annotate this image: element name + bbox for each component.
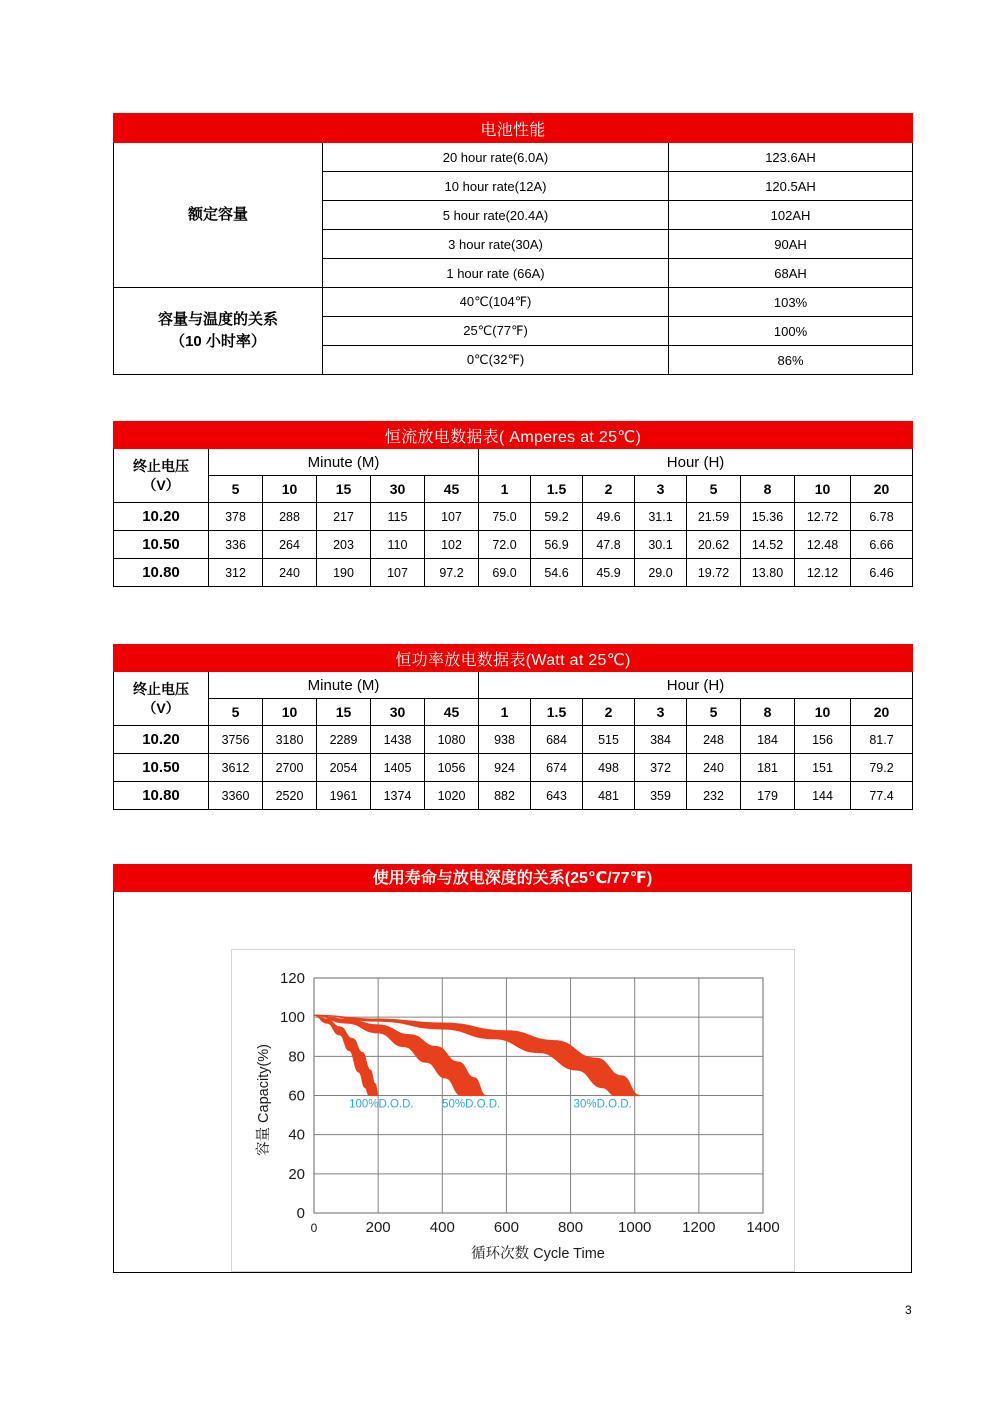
data-cell: 14.52: [741, 531, 795, 559]
minute-tick: 30: [371, 699, 425, 726]
data-cell: 372: [635, 754, 687, 782]
group-minute-header: Minute (M): [209, 449, 479, 476]
power-table-title: 恒功率放电数据表(Watt at 25℃): [114, 645, 913, 672]
table-row: [114, 782, 913, 810]
data-cell: 115: [371, 503, 425, 531]
y-tick-labels: [280, 970, 305, 1222]
data-cell: 6.66: [851, 531, 913, 559]
data-cell: 248: [687, 726, 741, 754]
voltage-cell: 10.20: [114, 503, 209, 531]
data-cell: 13.80: [741, 559, 795, 587]
condition-cell: 10 hour rate(12A): [323, 172, 669, 201]
data-cell: 515: [583, 726, 635, 754]
data-cell: 232: [687, 782, 741, 810]
capacity-temperature-label-line1: 容量与温度的关系: [157, 311, 278, 329]
x-tick-label: 0: [310, 1221, 318, 1235]
data-cell: 6.78: [851, 503, 913, 531]
table-row: [114, 726, 913, 754]
termination-voltage-line2: （V）: [142, 699, 180, 716]
data-cell: 184: [741, 726, 795, 754]
data-cell: 56.9: [531, 531, 583, 559]
data-cell: 203: [317, 531, 371, 559]
x-tick-label: 600: [493, 1219, 519, 1236]
value-cell: 102AH: [669, 201, 913, 230]
y-tick-label: 60: [288, 1087, 305, 1105]
data-cell: 12.12: [795, 559, 851, 587]
constant-current-discharge-table: [113, 421, 913, 587]
page-number: 3: [905, 1303, 912, 1317]
chart-annotations: [349, 1098, 632, 1110]
dod-annotation: 30%D.O.D.: [573, 1098, 632, 1111]
data-cell: 107: [425, 503, 479, 531]
data-cell: 102: [425, 531, 479, 559]
hour-tick: 10: [795, 476, 851, 503]
rated-capacity-label: 额定容量: [114, 143, 323, 288]
data-cell: 45.9: [583, 559, 635, 587]
data-cell: 21.59: [687, 503, 741, 531]
data-cell: 240: [687, 754, 741, 782]
data-cell: 498: [583, 754, 635, 782]
data-cell: 30.1: [635, 531, 687, 559]
table-row: [114, 503, 913, 531]
table-row: [114, 754, 913, 782]
x-tick-label: 800: [558, 1219, 584, 1236]
data-cell: 181: [741, 754, 795, 782]
chart-frame: [231, 949, 795, 1272]
data-cell: 1438: [371, 726, 425, 754]
x-tick-label: 1200: [682, 1219, 716, 1236]
data-cell: 3756: [209, 726, 263, 754]
constant-power-discharge-table: [113, 644, 913, 810]
data-cell: 179: [741, 782, 795, 810]
data-cell: 144: [795, 782, 851, 810]
table-row: [114, 476, 913, 503]
value-cell: 103%: [669, 288, 913, 317]
data-cell: 110: [371, 531, 425, 559]
table-row: [114, 143, 913, 172]
data-cell: 3612: [209, 754, 263, 782]
termination-voltage-line2: （V）: [142, 476, 180, 493]
data-cell: 336: [209, 531, 263, 559]
y-tick-label: 0: [296, 1205, 305, 1222]
data-cell: 77.4: [851, 782, 913, 810]
performance-table-title: 电池性能: [114, 114, 913, 143]
hour-tick: 1: [479, 699, 531, 726]
data-cell: 674: [531, 754, 583, 782]
dod-annotation: 100%D.O.D.: [349, 1098, 414, 1111]
x-tick-label: 1000: [618, 1219, 652, 1236]
condition-cell: 5 hour rate(20.4A): [323, 201, 669, 230]
hour-tick: 2: [583, 476, 635, 503]
minute-tick: 5: [209, 476, 263, 503]
minute-tick: 15: [317, 699, 371, 726]
data-cell: 31.1: [635, 503, 687, 531]
data-cell: 1405: [371, 754, 425, 782]
battery-performance-table: [113, 113, 913, 375]
minute-tick: 5: [209, 699, 263, 726]
cycle-life-title: 使用寿命与放电深度的关系(25℃/77℉): [113, 864, 912, 892]
table-row: [114, 645, 913, 672]
termination-voltage-line1: 终止电压: [133, 457, 189, 474]
data-cell: 12.48: [795, 531, 851, 559]
data-cell: 15.36: [741, 503, 795, 531]
data-cell: 384: [635, 726, 687, 754]
current-table-title: 恒流放电数据表( Amperes at 25℃): [114, 422, 913, 449]
hour-tick: 2: [583, 699, 635, 726]
data-cell: 156: [795, 726, 851, 754]
data-cell: 2054: [317, 754, 371, 782]
data-cell: 1020: [425, 782, 479, 810]
data-cell: 264: [263, 531, 317, 559]
group-hour-header: Hour (H): [479, 449, 913, 476]
hour-tick: 8: [741, 476, 795, 503]
termination-voltage-line1: 终止电压: [133, 680, 189, 697]
condition-cell: 40℃(104℉): [323, 288, 669, 317]
data-cell: 97.2: [425, 559, 479, 587]
x-tick-label: 200: [365, 1219, 391, 1236]
data-cell: 49.6: [583, 503, 635, 531]
y-tick-label: 20: [288, 1165, 305, 1183]
capacity-temperature-label-line2: （10 小时率）: [170, 333, 266, 350]
x-tick-label: 400: [429, 1219, 455, 1236]
data-cell: 1056: [425, 754, 479, 782]
table-row: [114, 559, 913, 587]
data-cell: 2289: [317, 726, 371, 754]
x-tick-labels: [311, 1219, 780, 1236]
data-cell: 288: [263, 503, 317, 531]
data-cell: 81.7: [851, 726, 913, 754]
data-cell: 79.2: [851, 754, 913, 782]
data-cell: 240: [263, 559, 317, 587]
minute-tick: 10: [263, 476, 317, 503]
y-tick-label: 40: [288, 1126, 305, 1144]
data-cell: 3360: [209, 782, 263, 810]
hour-tick: 5: [687, 476, 741, 503]
data-cell: 684: [531, 726, 583, 754]
voltage-cell: 10.80: [114, 782, 209, 810]
table-row: [114, 422, 913, 449]
voltage-cell: 10.80: [114, 559, 209, 587]
voltage-cell: 10.20: [114, 726, 209, 754]
dod-annotation: 50%D.O.D.: [442, 1098, 501, 1111]
hour-tick: 10: [795, 699, 851, 726]
data-cell: 59.2: [531, 503, 583, 531]
hour-tick: 20: [851, 476, 913, 503]
hour-tick: 8: [741, 699, 795, 726]
data-cell: 47.8: [583, 531, 635, 559]
data-cell: 151: [795, 754, 851, 782]
table-row: [114, 449, 913, 476]
hour-tick: 3: [635, 476, 687, 503]
value-cell: 86%: [669, 346, 913, 375]
y-tick-label: 120: [279, 970, 305, 987]
data-cell: 2700: [263, 754, 317, 782]
y-tick-label: 100: [279, 1009, 305, 1027]
data-cell: 107: [371, 559, 425, 587]
hour-tick: 5: [687, 699, 741, 726]
data-cell: 217: [317, 503, 371, 531]
data-cell: 882: [479, 782, 531, 810]
voltage-cell: 10.50: [114, 754, 209, 782]
hour-tick: 1.5: [531, 476, 583, 503]
table-row: [114, 531, 913, 559]
capacity-temperature-label: [114, 288, 323, 375]
minute-tick: 45: [425, 699, 479, 726]
table-row: [114, 672, 913, 699]
data-cell: 1374: [371, 782, 425, 810]
minute-tick: 30: [371, 476, 425, 503]
data-cell: 12.72: [795, 503, 851, 531]
value-cell: 120.5AH: [669, 172, 913, 201]
data-cell: 2520: [263, 782, 317, 810]
condition-cell: 1 hour rate (66A): [323, 259, 669, 288]
value-cell: 100%: [669, 317, 913, 346]
data-cell: 3180: [263, 726, 317, 754]
data-cell: 1961: [317, 782, 371, 810]
data-cell: 1080: [425, 726, 479, 754]
x-axis-title: 循环次数 Cycle Time: [471, 1246, 605, 1262]
cycle-life-section: [113, 864, 912, 1273]
y-tick-label: 80: [288, 1048, 305, 1066]
data-cell: 75.0: [479, 503, 531, 531]
minute-tick: 15: [317, 476, 371, 503]
cycle-life-chart: [232, 950, 794, 1271]
data-cell: 72.0: [479, 531, 531, 559]
condition-cell: 0℃(32℉): [323, 346, 669, 375]
data-cell: 481: [583, 782, 635, 810]
data-cell: 643: [531, 782, 583, 810]
group-minute-header: Minute (M): [209, 672, 479, 699]
hour-tick: 1.5: [531, 699, 583, 726]
table-row: [114, 114, 913, 143]
x-tick-label: 1400: [746, 1219, 780, 1236]
hour-tick: 20: [851, 699, 913, 726]
data-cell: 190: [317, 559, 371, 587]
cycle-life-chart-area: [113, 892, 912, 1273]
data-cell: 54.6: [531, 559, 583, 587]
data-cell: 378: [209, 503, 263, 531]
data-cell: 359: [635, 782, 687, 810]
table-row: [114, 699, 913, 726]
termination-voltage-header: [114, 672, 209, 726]
data-cell: 312: [209, 559, 263, 587]
condition-cell: 3 hour rate(30A): [323, 230, 669, 259]
value-cell: 90AH: [669, 230, 913, 259]
data-cell: 20.62: [687, 531, 741, 559]
table-row: [114, 288, 913, 317]
hour-tick: 3: [635, 699, 687, 726]
value-cell: 68AH: [669, 259, 913, 288]
value-cell: 123.6AH: [669, 143, 913, 172]
data-cell: 938: [479, 726, 531, 754]
data-cell: 6.46: [851, 559, 913, 587]
group-hour-header: Hour (H): [479, 672, 913, 699]
data-cell: 924: [479, 754, 531, 782]
data-cell: 19.72: [687, 559, 741, 587]
condition-cell: 25℃(77℉): [323, 317, 669, 346]
y-axis-title: 容量 Capacity(%): [256, 1044, 272, 1156]
data-cell: 29.0: [635, 559, 687, 587]
condition-cell: 20 hour rate(6.0A): [323, 143, 669, 172]
termination-voltage-header: [114, 449, 209, 503]
voltage-cell: 10.50: [114, 531, 209, 559]
minute-tick: 45: [425, 476, 479, 503]
hour-tick: 1: [479, 476, 531, 503]
minute-tick: 10: [263, 699, 317, 726]
data-cell: 69.0: [479, 559, 531, 587]
